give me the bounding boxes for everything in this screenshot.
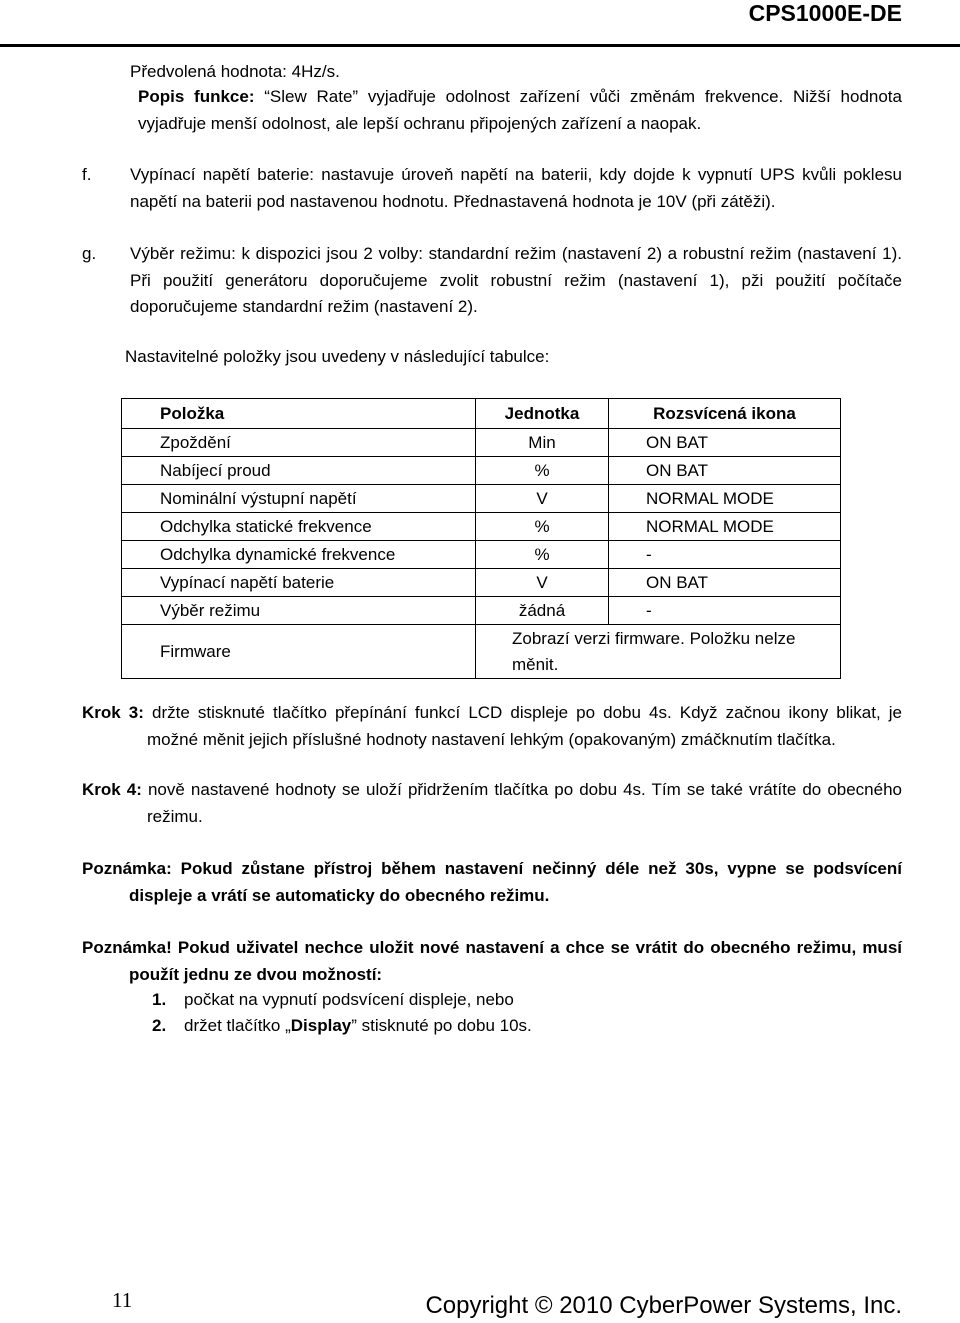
function-description-label: Popis funkce: xyxy=(138,87,255,106)
table-cell-item: Nabíjecí proud xyxy=(122,457,476,485)
table-row-firmware xyxy=(122,625,841,679)
table-cell-unit: % xyxy=(476,513,609,541)
table-row xyxy=(122,597,841,625)
table-header-item: Položka xyxy=(122,399,476,429)
firmware-note-line: měnit. xyxy=(512,654,559,674)
step-3 xyxy=(82,700,902,753)
step-4-text: nově nastavené hodnoty se uloží přidržením tlačítka po dobu 4s. Tím se také vrátíte do obecného režimu. xyxy=(141,780,903,826)
table-header-icon: Rozsvícená ikona xyxy=(609,399,841,429)
option-1 xyxy=(152,987,514,1013)
table-cell-unit: % xyxy=(476,541,609,569)
table-cell-item: Odchylka dynamické frekvence xyxy=(122,541,476,569)
table-header-row xyxy=(122,399,841,429)
settings-table xyxy=(121,398,841,679)
table-row xyxy=(122,513,841,541)
option-2-text-after: ” stisknuté po dobu 10s. xyxy=(351,1016,532,1035)
note-cancel: Poznámka! Pokud uživatel nechce uložit nové nastavení a chce se vrátit do obecného režimu, musí použít jednu ze dvou možností: xyxy=(82,938,902,984)
option-2-number: 2. xyxy=(152,1016,167,1035)
table-cell-icon: ON BAT xyxy=(609,429,841,457)
table-row xyxy=(122,569,841,597)
table-cell-unit: V xyxy=(476,569,609,597)
table-cell-item: Odchylka statické frekvence xyxy=(122,513,476,541)
step-3-text: držte stisknuté tlačítko přepínání funkcí LCD displeje po dobu 4s. Když začnou ikony blikat, je možné měnit jejich příslušné hodnoty nastavení lehkým (opakovaným) zmáčknutím tlačítka. xyxy=(143,703,902,749)
table-row xyxy=(122,541,841,569)
table-cell-icon: ON BAT xyxy=(609,569,841,597)
item-f-text: Vypínací napětí baterie: nastavuje úroveň napětí na baterii, kdy dojde k vypnutí UPS kvůli poklesu napětí na baterii pod nastavenou hodnotu. Přednastavená hodnota je 10V (při zátěži). xyxy=(130,165,902,211)
copyright: Copyright © 2010 CyberPower Systems, Inc. xyxy=(425,1292,902,1319)
default-value-text: Předvolená hodnota: 4Hz/s. xyxy=(130,62,340,81)
table-intro: Nastavitelné položky jsou uvedeny v následující tabulce: xyxy=(125,347,550,366)
table-row xyxy=(122,429,841,457)
table-cell-icon: ON BAT xyxy=(609,457,841,485)
option-2-text-before: držet tlačítko „ xyxy=(184,1016,291,1035)
display-button-name: Display xyxy=(290,1016,352,1035)
table-cell-icon: - xyxy=(609,541,841,569)
step-4-label: Krok 4: xyxy=(82,780,142,799)
page-header-model: CPS1000E-DE xyxy=(748,0,902,26)
option-2 xyxy=(152,1013,532,1039)
table-cell-icon: - xyxy=(609,597,841,625)
table-cell-item: Výběr režimu xyxy=(122,597,476,625)
function-description-text: “Slew Rate” vyjadřuje odolnost zařízení vůči změnám frekvence. Nižší hodnota vyjadřuje menší odolnost, ale lepší ochranu připojených zařízení a naopak. xyxy=(138,87,902,133)
table-cell-item: Zpoždění xyxy=(122,429,476,457)
item-g-text: Výběr režimu: k dispozici jsou 2 volby: standardní režim (nastavení 2) a robustní režim (nastavení 1). Při použití generátoru doporučujeme zvolit robustní režim (nastavení 1), pži použití počítače doporučujeme standardní režim (nastavení 2). xyxy=(130,244,902,316)
table-header-unit: Jednotka xyxy=(476,399,609,429)
item-f-marker: f. xyxy=(82,165,92,184)
table-cell-item: Nominální výstupní napětí xyxy=(122,485,476,513)
table-row xyxy=(122,457,841,485)
table-cell-icon: NORMAL MODE xyxy=(609,513,841,541)
note-inactivity: Poznámka: Pokud zůstane přístroj během nastavení nečinný déle než 30s, vypne se podsvícení displeje a vrátí se automaticky do obecného režimu. xyxy=(82,859,902,905)
table-cell-firmware-note xyxy=(476,625,841,679)
option-1-text: počkat na vypnutí podsvícení displeje, nebo xyxy=(184,990,514,1009)
table-cell-item: Vypínací napětí baterie xyxy=(122,569,476,597)
page-number: 11 xyxy=(112,1288,133,1312)
item-g-marker: g. xyxy=(82,244,97,263)
function-description xyxy=(138,84,902,137)
table-cell-unit: Min xyxy=(476,429,609,457)
table-cell-unit: V xyxy=(476,485,609,513)
option-1-number: 1. xyxy=(152,990,167,1009)
table-row xyxy=(122,485,841,513)
table-cell-item: Firmware xyxy=(122,625,476,679)
firmware-note-line: Zobrazí verzi firmware. Položku nelze xyxy=(512,628,796,648)
step-4 xyxy=(82,777,902,830)
header-rule xyxy=(0,44,960,47)
table-cell-unit: % xyxy=(476,457,609,485)
table-cell-icon: NORMAL MODE xyxy=(609,485,841,513)
table-cell-unit: žádná xyxy=(476,597,609,625)
step-3-label: Krok 3: xyxy=(82,703,144,722)
